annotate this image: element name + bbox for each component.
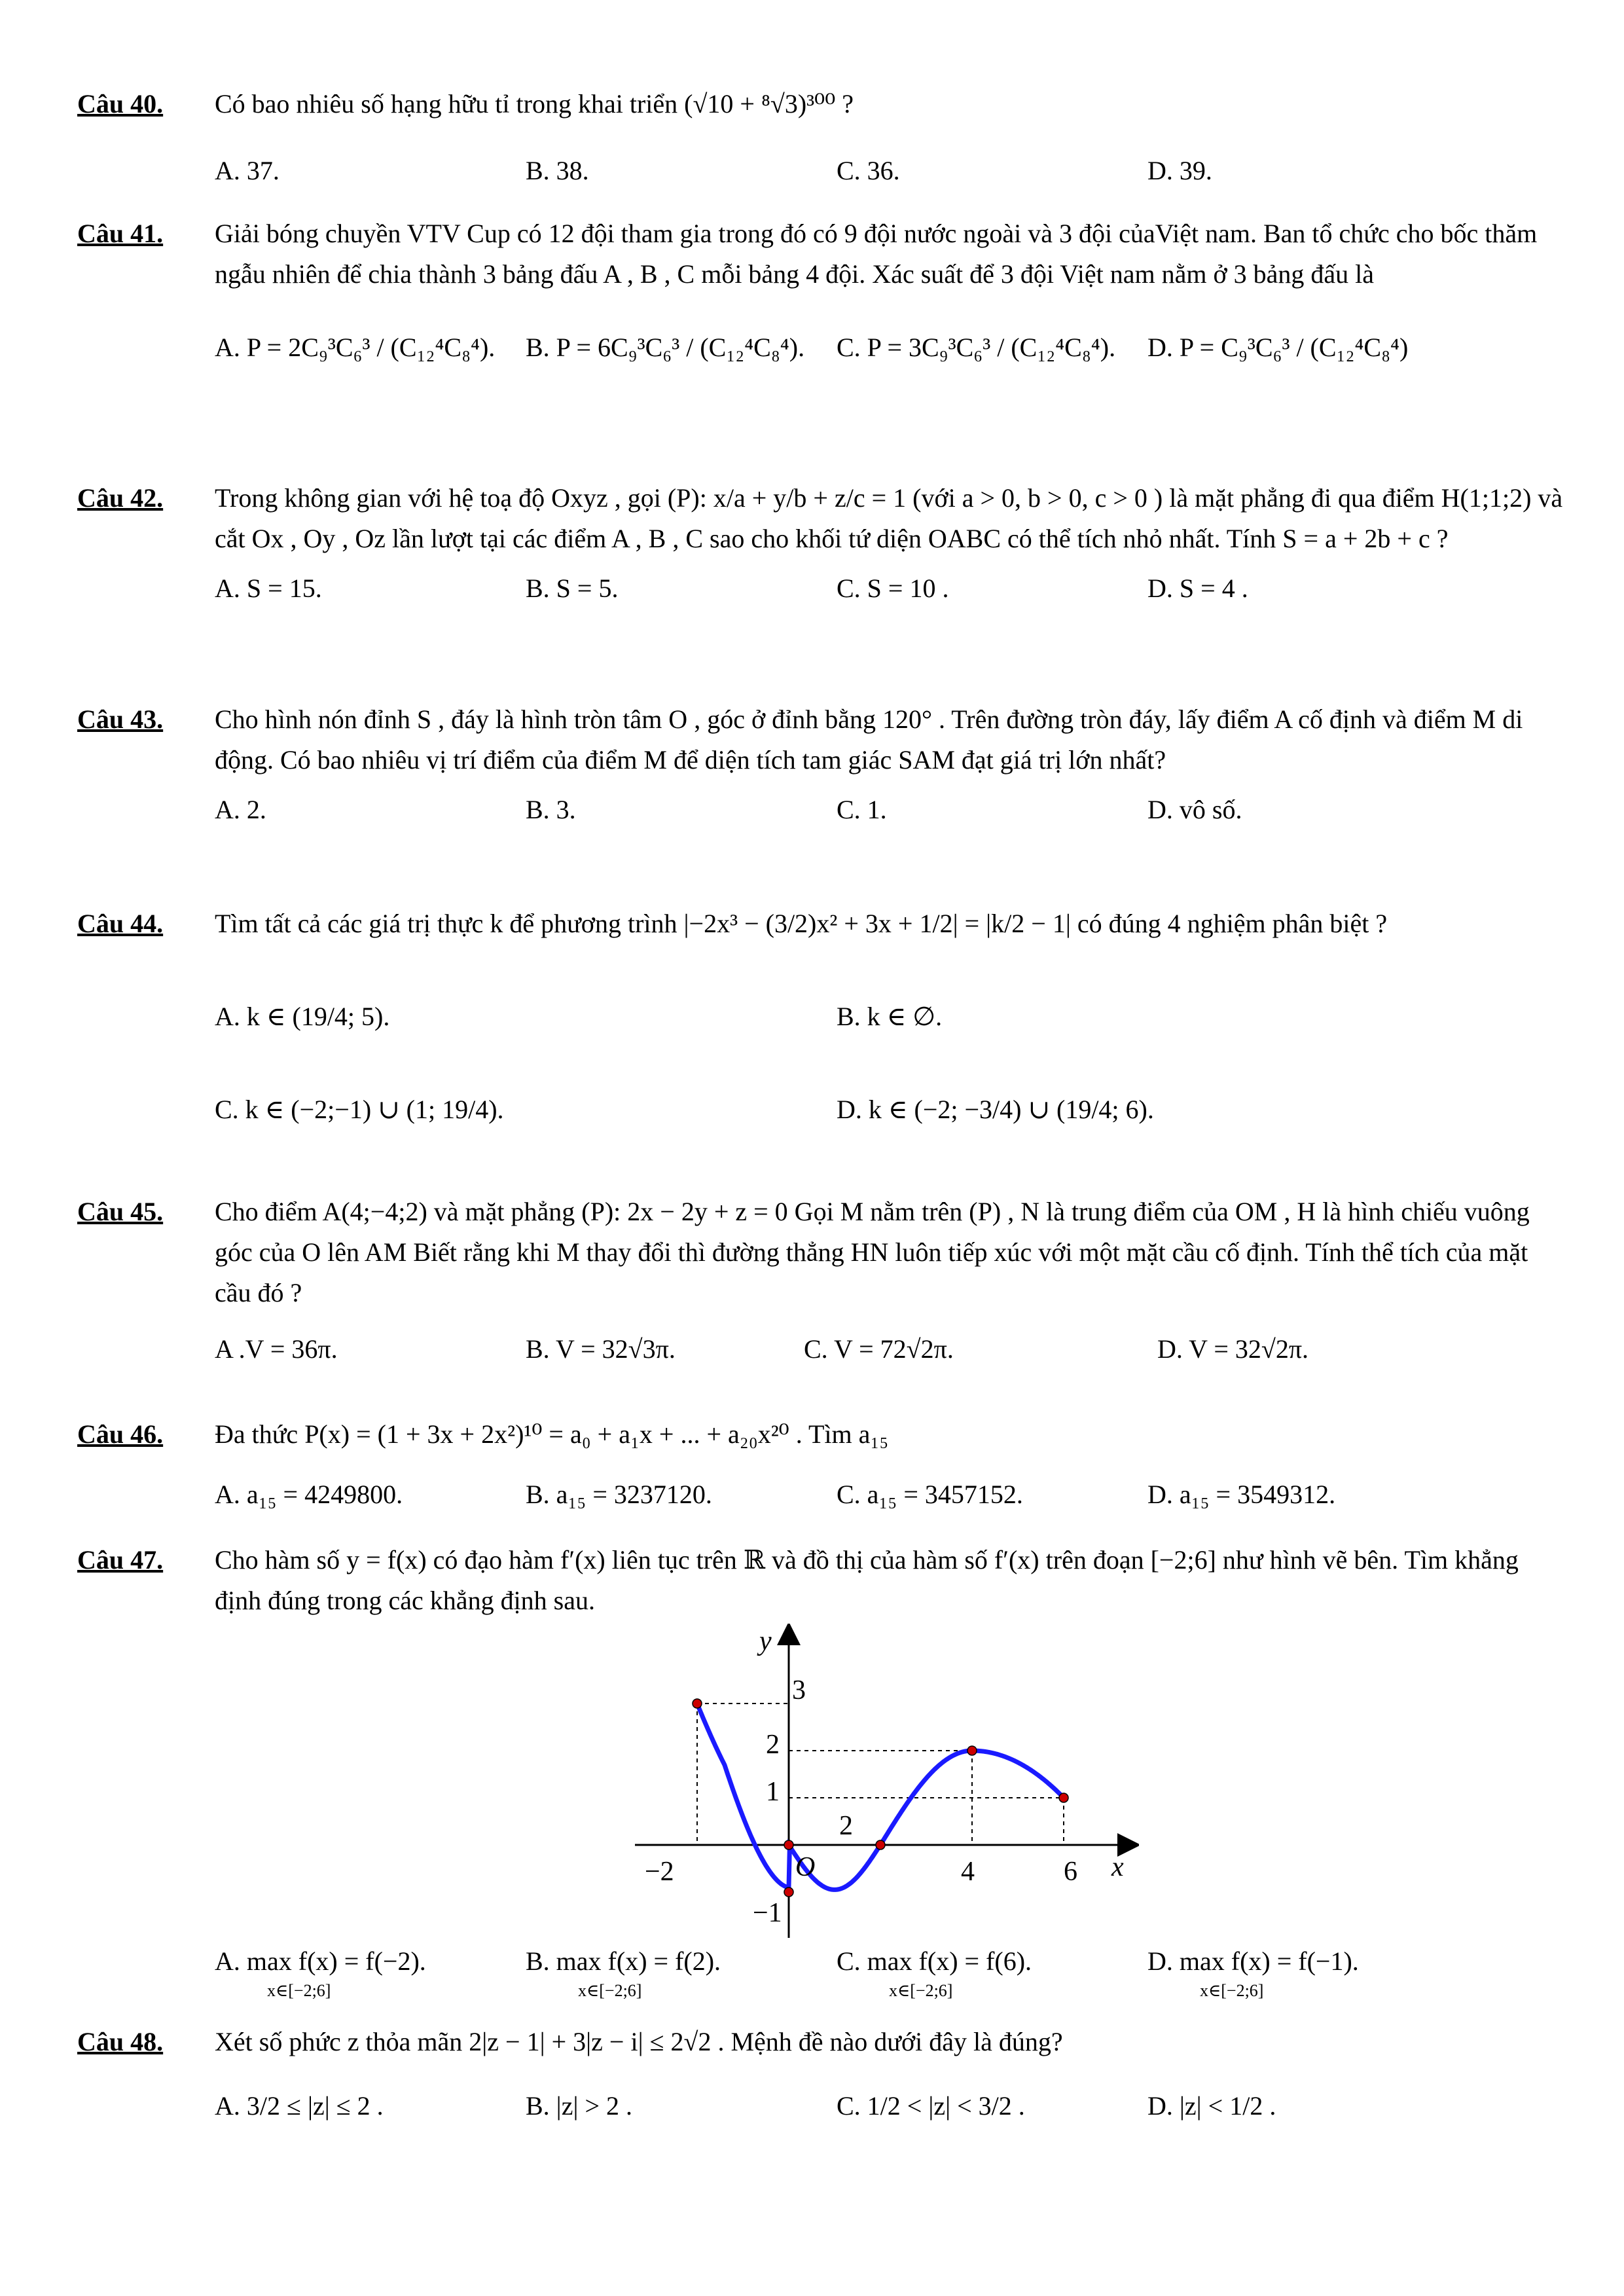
- question-text: Cho điểm A(4;−4;2) và mặt phẳng (P): 2x − 2y + z = 0 Gọi M nằm trên (P) , N là trung điểm của OM , H là hình chiếu vuông góc của O lên AM Biết rằng khi M thay đổi thì đường thẳng HN luôn tiếp xúc với một mặt cầu cố định. Tính thể tích của mặt cầu đó ?: [215, 1197, 1530, 1307]
- option-b[interactable]: B. max f(x) = f(2).: [526, 1946, 721, 1976]
- option-d[interactable]: D. k ∈ (−2; −3/4) ∪ (19/4; 6).: [837, 1095, 1154, 1124]
- option-b[interactable]: B. V = 32√3π.: [526, 1334, 676, 1364]
- data-point: [784, 1840, 793, 1850]
- question-46: [77, 1414, 1563, 1515]
- option-c[interactable]: C. P = 3C₉³C₆³ / (C₁₂⁴C₈⁴).: [837, 333, 1116, 362]
- question-text: Cho hàm số y = f(x) có đạo hàm f′(x) liên tục trên ℝ và đồ thị của hàm số f′(x) trên đoạn [−2;6] như hình vẽ bên. Tìm khẳng định đúng trong các khẳng định sau.: [215, 1545, 1519, 1615]
- question-42: [77, 478, 1563, 609]
- option-b[interactable]: B. k ∈ ∅.: [837, 1002, 943, 1031]
- option-b[interactable]: B. S = 5.: [526, 574, 619, 603]
- question-47-options: [77, 1941, 1563, 2004]
- option-d[interactable]: D. |z| < 1/2 .: [1147, 2091, 1276, 2121]
- option-a[interactable]: A .V = 36π.: [215, 1334, 338, 1364]
- y-axis-label: y: [759, 1626, 772, 1656]
- option-a[interactable]: A. a₁₅ = 4249800.: [215, 1480, 403, 1509]
- question-text: Trong không gian với hệ toạ độ Oxyz , gọi (P): x/a + y/b + z/c = 1 (với a > 0, b > 0, c > 0 ) là mặt phẳng đi qua điểm H(1;1;2) và cắt Ox , Oy , Oz lần lượt tại các điểm A , B , C sao cho khối tứ diện OABC có thể tích nhỏ nhất. Tính S = a + 2b + c ?: [215, 483, 1563, 553]
- option-c[interactable]: C. 1/2 < |z| < 3/2 .: [837, 2091, 1025, 2121]
- question-48: [77, 2022, 1563, 2126]
- option-c[interactable]: C. S = 10 .: [837, 574, 949, 603]
- option-c[interactable]: C. 1.: [837, 795, 887, 824]
- question-47: [77, 1540, 1563, 1621]
- option-c[interactable]: C. 36.: [837, 156, 900, 185]
- question-45: [77, 1192, 1563, 1370]
- option-a[interactable]: A. 37.: [215, 156, 280, 185]
- max-subscript: x∈[−2;6]: [889, 1981, 953, 2000]
- option-a[interactable]: A. k ∈ (19/4; 5).: [215, 1002, 390, 1031]
- x-tick-label: 4: [961, 1857, 975, 1887]
- option-c[interactable]: C. max f(x) = f(6).: [837, 1946, 1032, 1976]
- derivative-graph: [628, 1624, 1139, 1964]
- question-text: Tìm tất cả các giá trị thực k để phương trình |−2x³ − (3/2)x² + 3x + 1/2| = |k/2 − 1| có đúng 4 nghiệm phân biệt ?: [215, 909, 1388, 938]
- option-d[interactable]: D. 39.: [1147, 156, 1212, 185]
- question-44: [77, 903, 1563, 1130]
- option-d[interactable]: D. vô số.: [1147, 795, 1242, 824]
- max-subscript: x∈[−2;6]: [267, 1981, 331, 2000]
- y-tick-label: 2: [766, 1730, 780, 1760]
- question-text: Giải bóng chuyền VTV Cup có 12 đội tham gia trong đó có 9 đội nước ngoài và 3 đội củaViệt nam. Ban tổ chức cho bốc thăm ngẫu nhiên để chia thành 3 bảng đấu A , B , C mỗi bảng 4 đội. Xác suất để 3 đội Việt nam nằm ở 3 bảng đấu là: [215, 219, 1538, 289]
- origin-label: O: [795, 1852, 816, 1882]
- option-b[interactable]: B. a₁₅ = 3237120.: [526, 1480, 712, 1509]
- option-d[interactable]: D. S = 4 .: [1147, 574, 1248, 603]
- option-d[interactable]: D. P = C₉³C₆³ / (C₁₂⁴C₈⁴): [1147, 333, 1409, 362]
- option-b[interactable]: B. 38.: [526, 156, 589, 185]
- question-label: Câu 44.: [77, 909, 164, 938]
- option-b[interactable]: B. 3.: [526, 795, 576, 824]
- question-text: Cho hình nón đỉnh S , đáy là hình tròn tâm O , góc ở đỉnh bằng 120° . Trên đường tròn đáy, lấy điểm A cố định và điểm M di động. Có bao nhiêu vị trí điểm của điểm M để diện tích tam giác SAM đạt giá trị lớn nhất?: [215, 704, 1523, 774]
- x-tick-label: 6: [1064, 1857, 1077, 1887]
- question-label: Câu 48.: [77, 2027, 164, 2056]
- option-c[interactable]: C. V = 72√2π.: [804, 1334, 954, 1364]
- question-label: Câu 40.: [77, 89, 164, 118]
- max-subscript: x∈[−2;6]: [578, 1981, 642, 2000]
- data-point: [967, 1746, 977, 1755]
- option-d[interactable]: D. max f(x) = f(−1).: [1147, 1946, 1359, 1976]
- question-label: Câu 43.: [77, 704, 164, 734]
- question-40: [77, 84, 1563, 191]
- question-label: Câu 47.: [77, 1545, 164, 1575]
- derivative-curve: [697, 1704, 1064, 1889]
- data-point: [784, 1887, 793, 1897]
- option-d[interactable]: D. a₁₅ = 3549312.: [1147, 1480, 1336, 1509]
- question-43: [77, 699, 1563, 830]
- y-tick-label: 1: [766, 1777, 780, 1807]
- y-tick-label: 3: [792, 1675, 806, 1705]
- option-d[interactable]: D. V = 32√2π.: [1157, 1334, 1309, 1364]
- option-c[interactable]: C. a₁₅ = 3457152.: [837, 1480, 1023, 1509]
- guide-lines: [697, 1704, 1064, 1845]
- question-label: Câu 45.: [77, 1197, 164, 1226]
- question-label: Câu 41.: [77, 219, 164, 248]
- option-a[interactable]: A. max f(x) = f(−2).: [215, 1946, 426, 1976]
- x-axis-label: x: [1111, 1852, 1124, 1882]
- option-a[interactable]: A. S = 15.: [215, 574, 322, 603]
- question-text: Xét số phức z thỏa mãn 2|z − 1| + 3|z − i| ≤ 2√2 . Mệnh đề nào dưới đây là đúng?: [215, 2027, 1063, 2056]
- data-point: [876, 1840, 885, 1850]
- data-point: [1059, 1793, 1068, 1802]
- option-c[interactable]: C. k ∈ (−2;−1) ∪ (1; 19/4).: [215, 1095, 504, 1124]
- x-tick-label: 2: [839, 1811, 853, 1841]
- option-a[interactable]: A. 3/2 ≤ |z| ≤ 2 .: [215, 2091, 384, 2121]
- question-label: Câu 42.: [77, 483, 164, 513]
- option-a[interactable]: A. 2.: [215, 795, 266, 824]
- max-subscript: x∈[−2;6]: [1200, 1981, 1264, 2000]
- option-b[interactable]: B. |z| > 2 .: [526, 2091, 633, 2121]
- option-a[interactable]: A. P = 2C₉³C₆³ / (C₁₂⁴C₈⁴).: [215, 333, 496, 362]
- option-b[interactable]: B. P = 6C₉³C₆³ / (C₁₂⁴C₈⁴).: [526, 333, 805, 362]
- question-text: Đa thức P(x) = (1 + 3x + 2x²)¹⁰ = a₀ + a₁x + ... + a₂₀x²⁰ . Tìm a₁₅: [215, 1419, 889, 1449]
- question-text: Có bao nhiêu số hạng hữu tỉ trong khai triển (√10 + ⁸√3)³⁰⁰ ?: [215, 89, 854, 118]
- question-label: Câu 46.: [77, 1419, 164, 1449]
- x-tick-label: −2: [645, 1857, 674, 1887]
- question-41: [77, 213, 1563, 368]
- data-point: [693, 1699, 702, 1708]
- y-tick-label: −1: [753, 1898, 782, 1928]
